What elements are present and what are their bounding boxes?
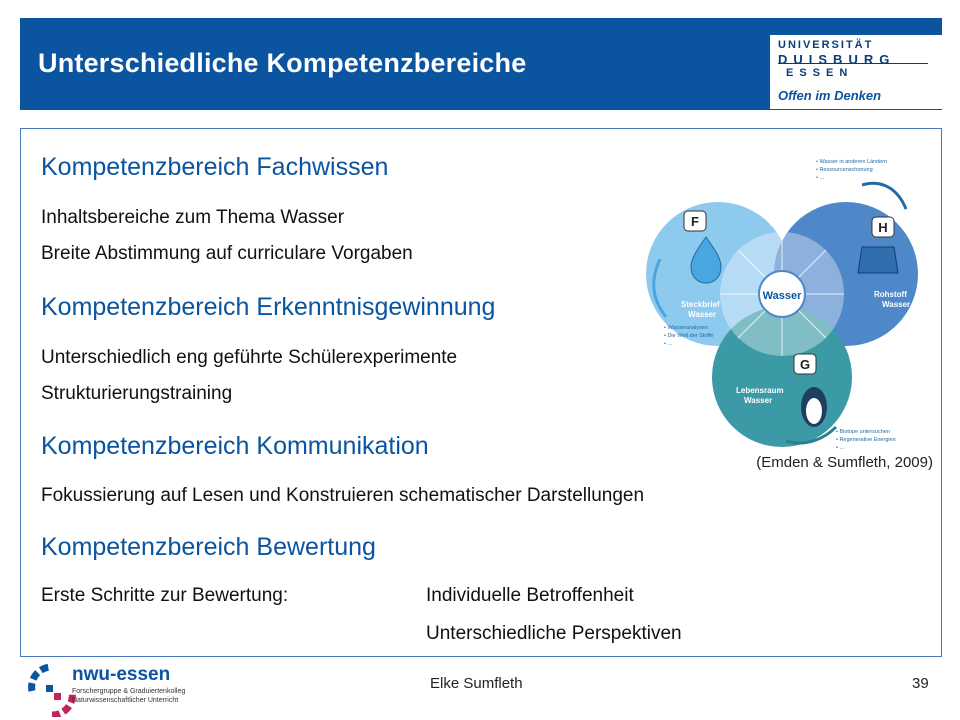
content-frame (20, 128, 942, 657)
text-bewertung-item-1: Individuelle Betroffenheit (426, 585, 634, 606)
nwu-logo-sub-2: Naturwissenschaftlicher Unterricht (72, 697, 179, 704)
label-steckbrief-2: Wasser (688, 310, 717, 319)
logo-square-red (54, 693, 61, 700)
logo-line-duisburg: DUISBURG (778, 52, 896, 67)
watering-can-icon (858, 247, 898, 273)
cycle-arrow-top (862, 183, 906, 209)
heading-fachwissen: Kompetenzbereich Fachwissen (41, 153, 389, 181)
note-top-2: • Ressourcenschonung (816, 167, 873, 173)
label-rohstoff-1: Rohstoff (874, 290, 907, 299)
text-erkenntnis-1: Unterschiedlich eng geführte Schülerexperimente (41, 347, 458, 368)
heading-erkenntnisgewinnung: Kompetenzbereich Erkenntnisgewinnung (41, 293, 496, 321)
badge-h-letter: H (878, 220, 888, 235)
note-left-3: • ... (664, 341, 673, 347)
logo-slogan: Offen im Denken (778, 88, 882, 103)
logo-line-universitaet: UNIVERSITÄT (778, 39, 874, 51)
badge-f-letter: F (691, 214, 699, 229)
page-number: 39 (912, 675, 929, 692)
label-steckbrief-1: Steckbrief (681, 300, 720, 309)
note-bottom-2: • Regenerative Energien (836, 437, 896, 443)
nwu-logo-name: nwu-essen (72, 664, 171, 685)
heading-bewertung: Kompetenzbereich Bewertung (41, 533, 376, 561)
badge-g-letter: G (799, 357, 811, 372)
text-fachwissen-2: Breite Abstimmung auf curriculare Vorgaben (41, 243, 413, 264)
nwu-logo-sub-1: Forschergruppe & Graduiertenkolleg (72, 688, 186, 695)
university-logo (770, 35, 942, 109)
note-bottom-3: • ... (836, 445, 845, 449)
text-kommunikation-1: Fokussierung auf Lesen und Konstruieren schematischer Darstellungen (41, 485, 645, 506)
center-label: Wasser (762, 290, 802, 302)
heading-kommunikation: Kompetenzbereich Kommunikation (41, 432, 429, 460)
competence-diagram (636, 149, 936, 449)
text-fachwissen-1: Inhaltsbereiche zum Thema Wasser (41, 207, 345, 228)
label-rohstoff-2: Wasser (882, 300, 911, 309)
penguin-belly (806, 398, 822, 424)
logo-line-essen: ESSEN (786, 67, 854, 79)
footer-author: Elke Sumfleth (430, 675, 523, 692)
citation: (Emden & Sumfleth, 2009) (756, 454, 933, 471)
text-bewertung-label: Erste Schritte zur Bewertung: (41, 585, 289, 606)
text-bewertung-item-2: Unterschiedliche Perspektiven (426, 623, 682, 644)
logo-square-blue (46, 685, 53, 692)
note-bottom-1: • Biotope untersuchen (836, 429, 890, 435)
label-lebensraum-2: Wasser (744, 396, 773, 405)
page-title: Unterschiedliche Kompetenzbereiche (38, 48, 527, 78)
label-lebensraum-1: Lebensraum (736, 386, 784, 395)
note-top-3: • ... (816, 175, 825, 181)
note-left-2: • Die Welt der Stoffe (664, 333, 714, 339)
text-erkenntnis-2: Strukturierungstraining (41, 383, 233, 404)
note-left-1: • Wasseranalysen (664, 325, 708, 331)
note-top-1: • Wasser in anderen Ländern (816, 159, 888, 165)
